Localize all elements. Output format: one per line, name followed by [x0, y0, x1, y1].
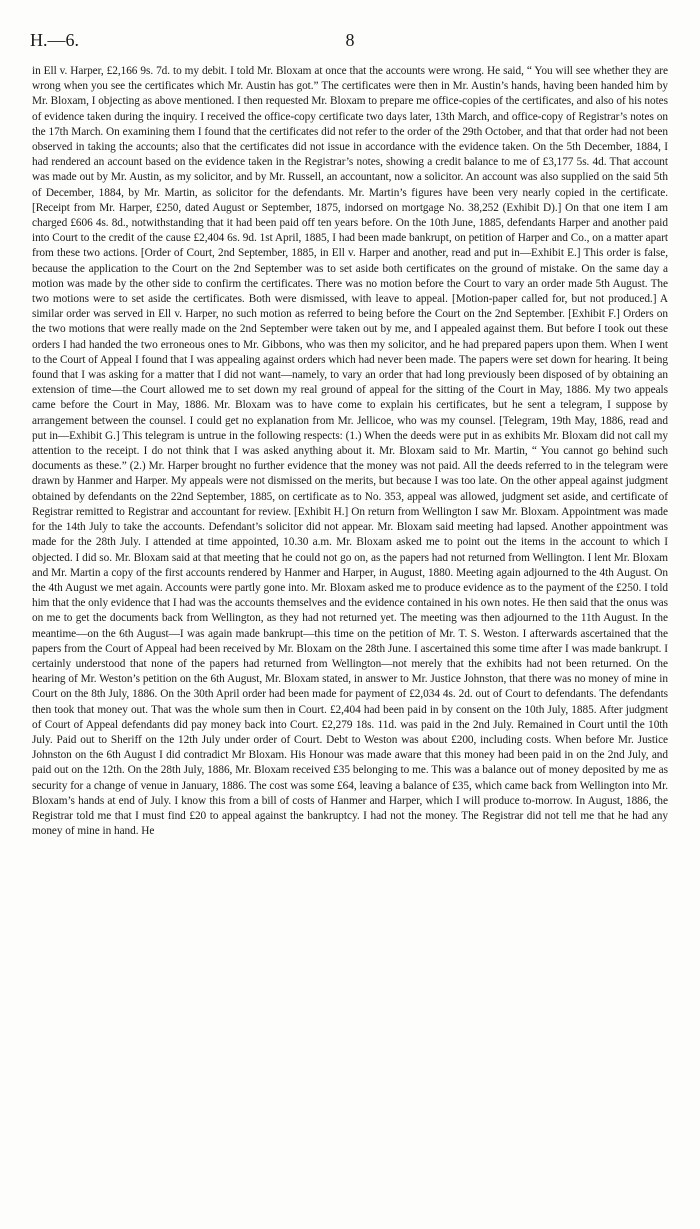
page-number: 8 [345, 30, 355, 50]
page-header [30, 30, 670, 54]
body-text [32, 64, 668, 839]
body-paragraph: in Ell v. Harper, £2,166 9s. 7d. to my debit. I told Mr. Bloxam at once that the accounts were wrong. He said, “ You will see whether they are wrong when you see the certificates which Mr. Austin has got.” The certificates were then in Mr. Austin’s hands, having been handed him by Mr. Bloxam, I objecting as above mentioned. I then requested Mr. Bloxam to prepare me office-copies of the certificates, and also of his notes of evidence taken during the inquiry. I received the office-copy certificate two days later, 13th March, and office-copy of Registrar’s notes on the 17th March. On examining them I found that the certificates did not refer to the order of the 29th October, and that that order had not been observed in taking the accounts; also that the certificates did not issue in accordance with the evidence taken. On the 5th December, 1884, I had rendered an account based on the evidence taken in the Registrar’s notes, showing a credit balance to me of £3,177 5s. 4d. That account was made out by Mr. Austin, as my solicitor, and by Mr. Russell, an accountant, now a solicitor. An account was also supplied on the said 5th of December, 1884, by Mr. Martin, as solicitor for the defendants. Mr. Martin’s figures have been very nearly copied in the certificate. [Receipt from Mr. Harper, £250, dated August or September, 1875, indorsed on mortgage No. 38,252 (Exhibit D).] On that one item I am charged £606 4s. 8d., notwithstanding that it had been paid off ten years before. On the 10th June, 1885, defendants Harper and another paid into Court to the credit of the cause £2,404 6s. 9d. 1st April, 1885, I had been made bankrupt, on petition of Harper and Co., on a matter apart from these two actions. [Order of Court, 2nd September, 1885, in Ell v. Harper and another, read and put in—Exhibit E.] This order is false, because the application to the Court on the 2nd September was to set aside both certificates on the ground of mistake. On the same day a motion was made by the other side to confirm the certificates. There was no motion before the Court to vary an order made 5th August. The two motions were to set aside the certificates. Both were dismissed, with leave to appeal. [Motion-paper called for, but not produced.] A similar order was served in Ell v. Harper, no such motion as referred to being before the Court on the 2nd September. [Exhibit F.] Orders on the two motions that were really made on the 2nd September were taken out by me, and I appealed against them. But before I took out these orders I had handed the two erroneous ones to Mr. Gibbons, who was then my solicitor, and he had prepared papers upon them. When I went to the Court of Appeal I found that I was appealing against orders which had never been made. The papers were set down for hearing. It being found that I was asking for a matter that I did not want—namely, to vary an order that had long previously been disposed of by obtaining an extension of time—the Court allowed me to set down my real ground of appeal for the sitting of the Court in May, 1886. My two appeals came before the Court in May, 1886. Mr. Bloxam was to have come to explain his certificates, but he sent a telegram, I suppose by arrangement between the counsel. I could get no explanation from Mr. Jellicoe, who was my counsel. [Telegram, 19th May, 1886, read and put in—Exhibit G.] This telegram is untrue in the following respects: (1.) When the deeds were put in as exhibits Mr. Bloxam did not call my attention to the receipt. I do not think that I was asked anything about it. Mr. Bloxam said to Mr. Martin, “ You cannot go behind such documents as these.” (2.) Mr. Harper brought no further evidence that the money was not paid. All the deeds referred to in the telegram were drawn by Hanmer and Harper. My appeals were not dismissed on the merits, but because I was too late. On the other appeal against judgment obtained by defendants on the 22nd September, 1885, on certificate as to No. 353, appeal was allowed, judgment set aside, and certificate of Registrar remitted to Registrar and accountant for review. [Exhibit H.] On return from Wellington I saw Mr. Bloxam. Appointment was made for the 14th July to take the accounts. Defendant’s solicitor did not appear. Mr. Bloxam said meeting had lapsed. Another appointment was made for the 28th July. I attended at time appointed, 10.30 a.m. Mr. Bloxam asked me to point out the items in the account to which I objected. I did so. Mr. Bloxam said at that meeting that he could not go on, as the papers had not returned from Wellington. I lent Mr. Bloxam and Mr. Martin a copy of the first accounts rendered by Hanmer and Harper, in August, 1880. Meeting again adjourned to the 4th August. On the 4th August we met again. Accounts were partly gone into. Mr. Bloxam asked me to produce evidence as to the payment of the £250. I told him that the only evidence that I had was the accounts themselves and the evidence contained in his own notes. He then said that the onus was on me to get the documents back from Wellington, as they had not returned yet. The meeting was then adjourned to the 11th August. In the meantime—on the 6th August—I was again made bankrupt—this time on the petition of Mr. T. S. Weston. I afterwards ascertained that the papers from the Court of Appeal had been received by Mr. Bloxam on the 28th June. I ascertained this some time after I was made bankrupt. I certainly understood that none of the papers had returned from Wellington—not merely that the exhibits had not been returned. On the hearing of Mr. Weston’s petition on the 6th August, Mr. Bloxam stated, in answer to Mr. Justice Johnston, that there was no money of mine in Court on the 8th July, 1886. On the 30th April order had been made for payment of £2,034 4s. 2d. out of Court to defendants. The defendants then took that money out. That was the whole sum then in Court. £2,404 had been paid in by consent on the 10th July, 1885. After judgment of Court of Appeal defendants did pay money back into Court. £2,279 18s. 11d. was paid in the 2nd July. Remained in Court until the 10th July. Paid out to Sheriff on the 12th July under order of Court. Debt to Weston was about £200, including costs. When before Mr. Justice Johnston on the 6th August I did contradict Mr Bloxam. His Honour was made aware that this money had been paid in on the 2nd July, and paid out on the 12th. On the 28th July, 1886, Mr. Bloxam received £35 belonging to me. This was a balance out of money deposited by me as security for a change of venue in January, 1886. The cost was some £64, leaving a balance of £35, which came back from Wellington into Mr. Bloxam’s hands at end of July. I know this from a bill of costs of Hanmer and Harper, which I will produce to-morrow. In August, 1886, the Registrar told me that I must find £20 to appeal against the bankruptcy. I had not the money. The Registrar did not tell me that he had any money of mine in hand. He [32, 65, 668, 838]
document-reference: H.—6. [30, 30, 79, 50]
